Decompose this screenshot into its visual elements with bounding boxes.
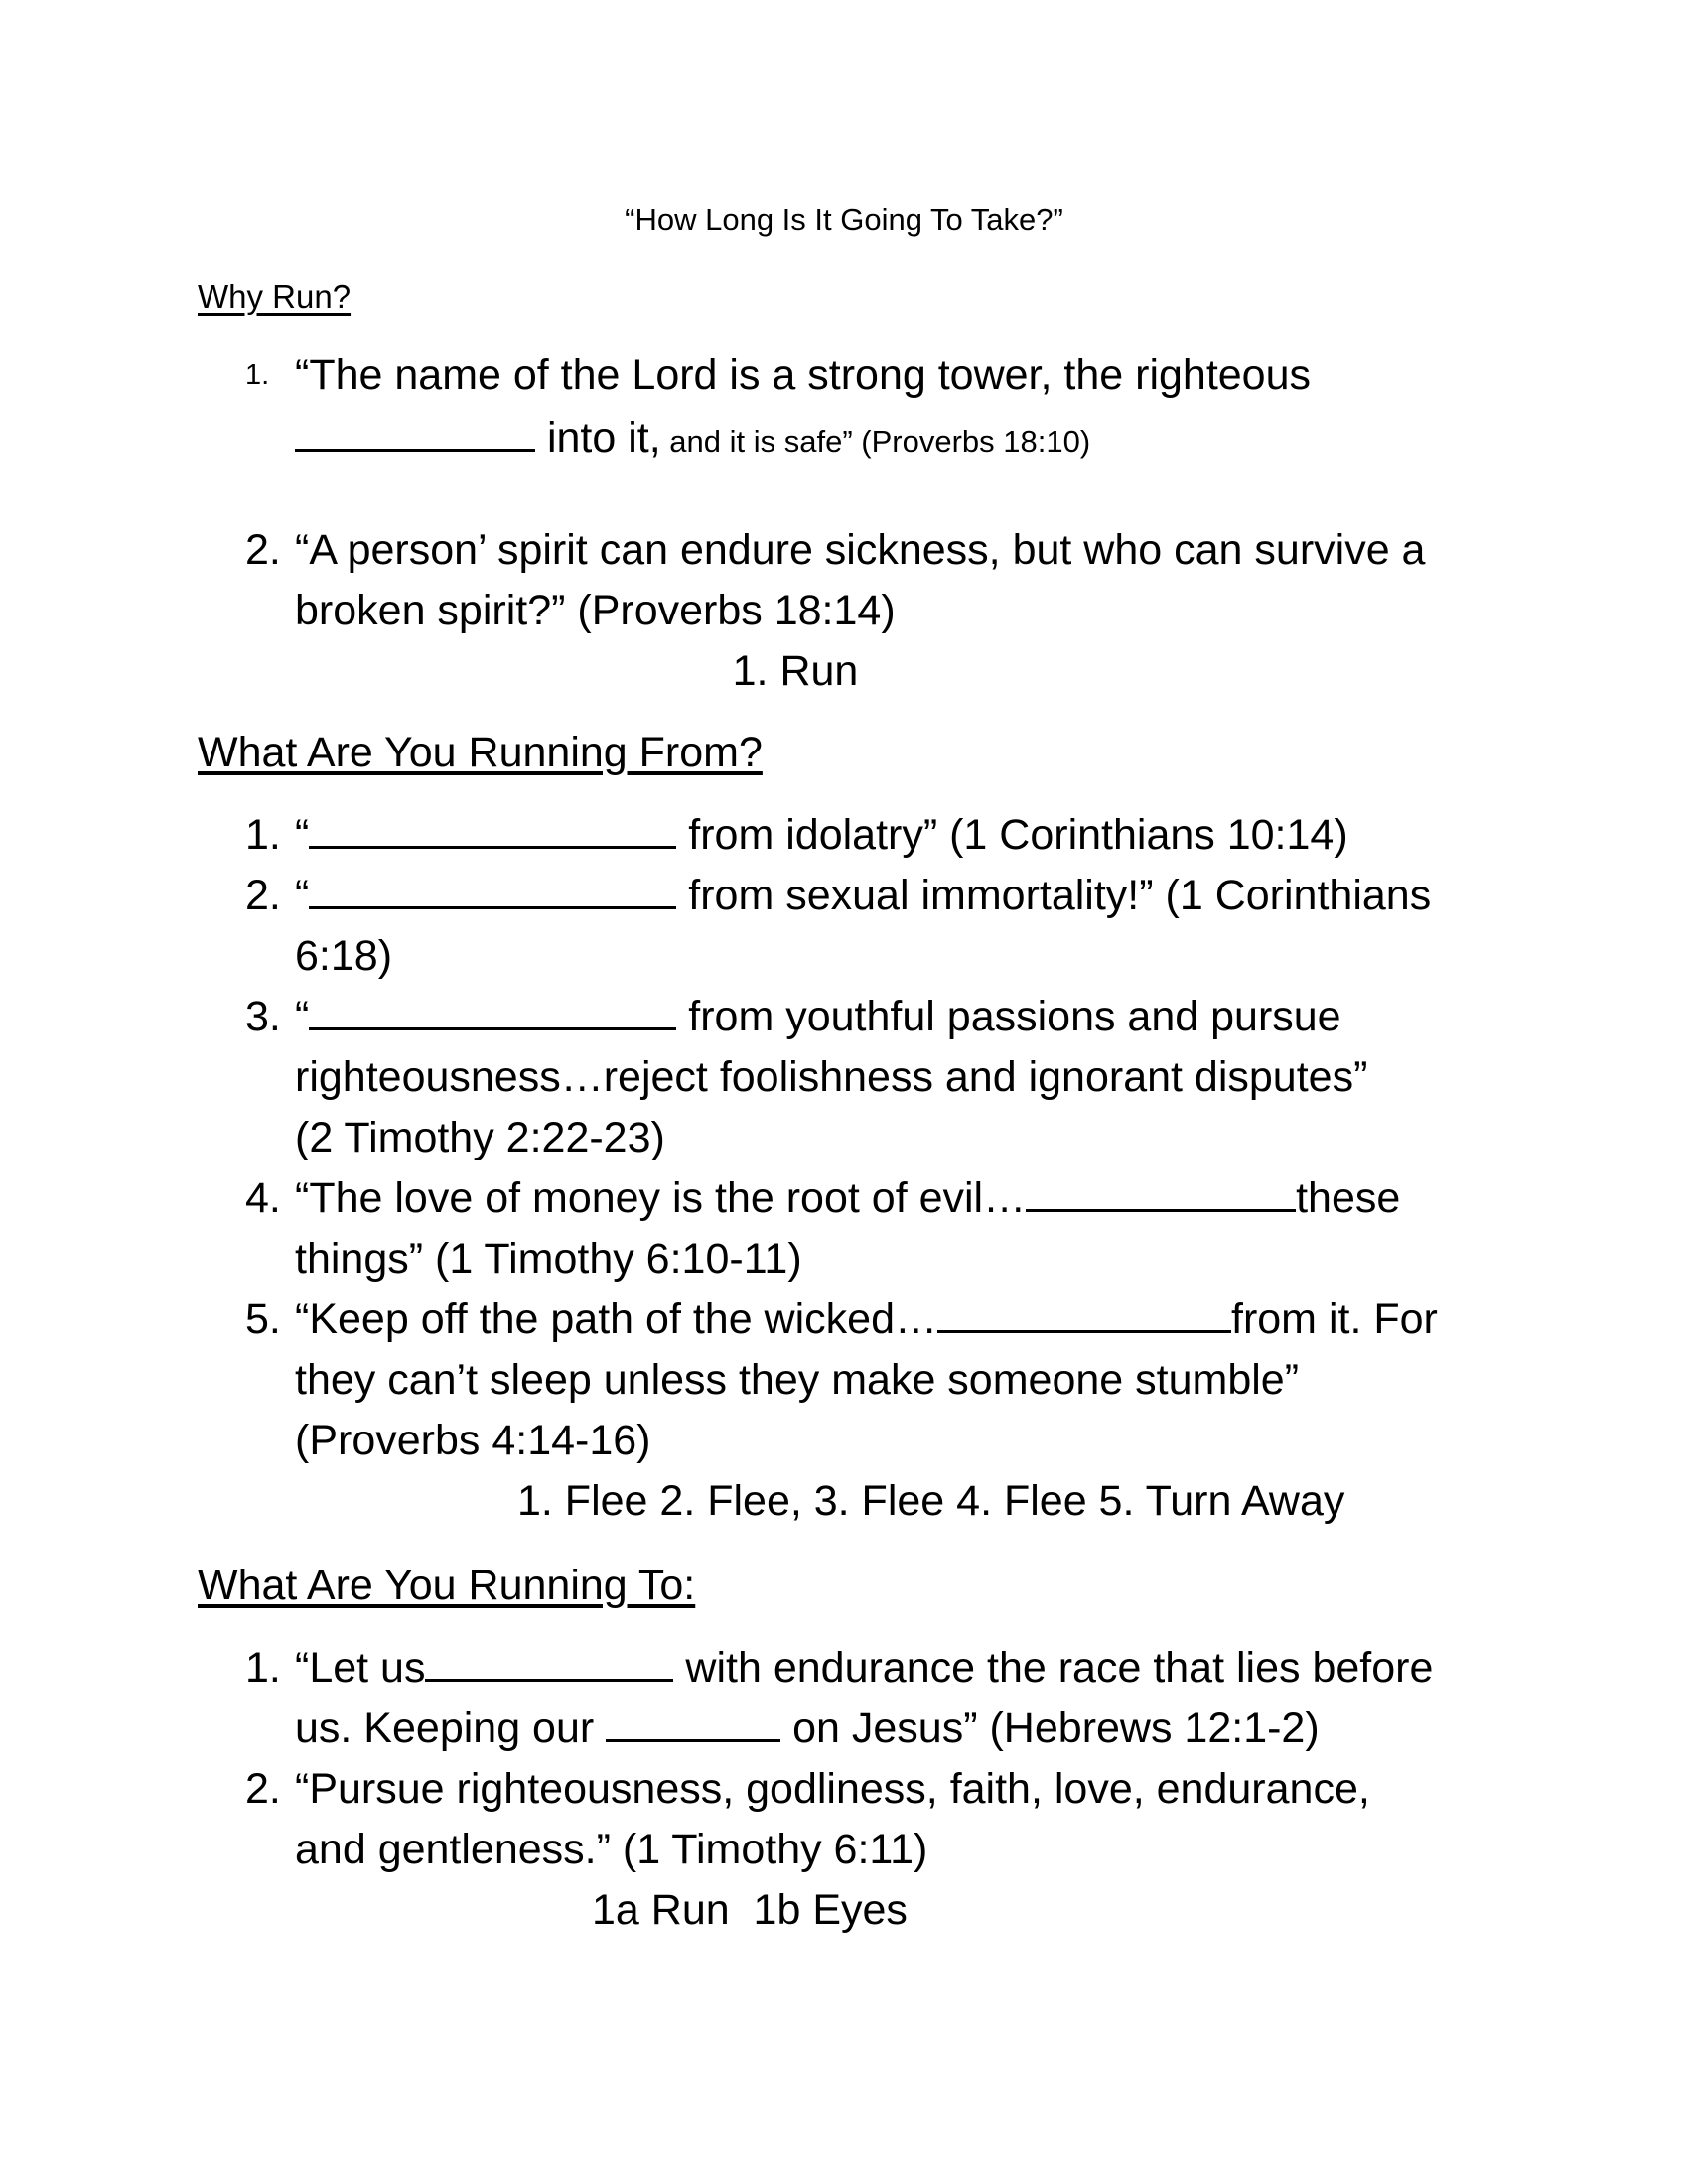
verse-line: “ from youthful passions and pursue — [295, 993, 1341, 1040]
verse-line: “A person’ spirit can endure sickness, but who can survive a — [295, 526, 1426, 574]
verse-line: “ from sexual immortality!” (1 Corinthians — [295, 872, 1432, 919]
fill-in-blank[interactable] — [309, 905, 676, 909]
list-number: 1. — [245, 811, 281, 859]
verse-line: broken spirit?” (Proverbs 18:14) — [295, 587, 896, 634]
verse-line: (2 Timothy 2:22-23) — [295, 1114, 665, 1161]
verse-line: righteousness…reject foolishness and ignorant disputes” — [295, 1053, 1368, 1101]
verse-line: “Keep off the path of the wicked… from it. For — [295, 1296, 1438, 1343]
fill-in-blank[interactable] — [425, 1678, 673, 1682]
section-heading-running-from: What Are You Running From? — [198, 729, 763, 776]
document-title: “How Long Is It Going To Take?” — [625, 203, 1063, 237]
list-number: 2. — [245, 1765, 281, 1813]
fill-in-blank[interactable] — [606, 1738, 780, 1742]
list-number: 2. — [245, 872, 281, 919]
fill-in-blank[interactable] — [309, 1026, 676, 1030]
verse-line: they can’t sleep unless they make someone stumble” — [295, 1356, 1300, 1404]
answer-key: 1. Flee 2. Flee, 3. Flee 4. Flee 5. Turn Away — [517, 1477, 1345, 1525]
verse-line: and gentleness.” (1 Timothy 6:11) — [295, 1826, 928, 1873]
fill-in-blank[interactable] — [309, 845, 676, 849]
list-number: 3. — [245, 993, 281, 1040]
list-number: 1. — [245, 1644, 281, 1692]
answer-text: 1. Run — [732, 647, 859, 695]
verse-text: into it, — [535, 414, 661, 462]
verse-reference: and it is safe” (Proverbs 18:10) — [660, 424, 1091, 459]
list-number: 1. — [245, 359, 270, 391]
verse-line: us. Keeping our on Jesus” (Hebrews 12:1-2) — [295, 1705, 1320, 1752]
section-heading-running-to: What Are You Running To: — [198, 1562, 696, 1609]
verse-line: “The name of the Lord is a strong tower, the righteous — [295, 351, 1312, 399]
fill-in-blank[interactable] — [1026, 1208, 1296, 1212]
answer-key: 1a Run 1b Eyes — [592, 1886, 908, 1934]
fill-in-blank[interactable] — [937, 1329, 1231, 1333]
verse-line: “The love of money is the root of evil… these — [295, 1174, 1401, 1222]
list-number: 2. — [245, 526, 281, 574]
answer-key — [0, 647, 1688, 695]
verse-line: 6:18) — [295, 932, 393, 980]
verse-line: things” (1 Timothy 6:10-11) — [295, 1235, 802, 1283]
list-number: 4. — [245, 1174, 281, 1222]
verse-line: “Let us with endurance the race that lies before — [295, 1644, 1434, 1692]
fill-in-blank[interactable] — [295, 448, 535, 452]
verse-line: “Pursue righteousness, godliness, faith, love, endurance, — [295, 1765, 1370, 1813]
section-heading-why-run: Why Run? — [198, 278, 352, 315]
verse-line — [295, 414, 1091, 462]
verse-line: “ from idolatry” (1 Corinthians 10:14) — [295, 811, 1348, 859]
verse-line: (Proverbs 4:14-16) — [295, 1417, 651, 1464]
list-number: 5. — [245, 1296, 281, 1343]
